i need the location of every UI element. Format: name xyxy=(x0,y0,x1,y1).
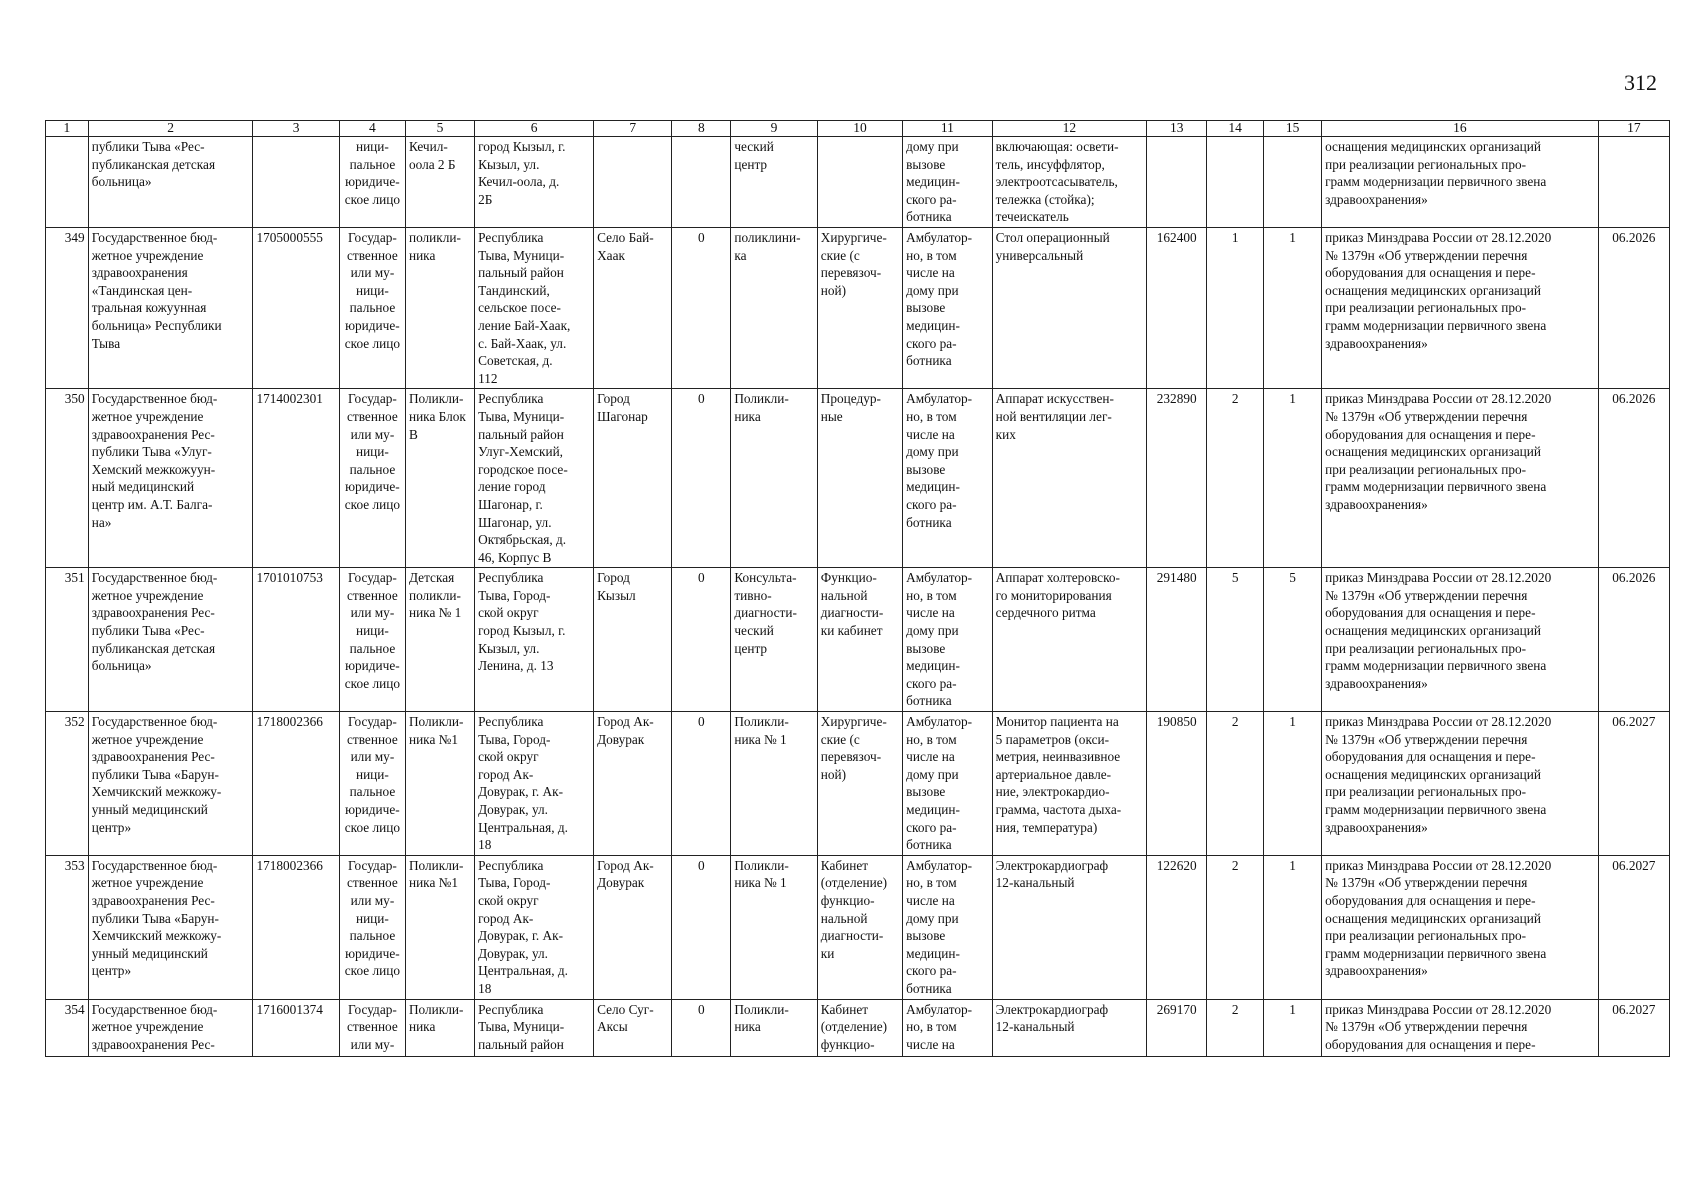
header-cell: 13 xyxy=(1147,121,1207,137)
inn: 1701010753 xyxy=(253,568,339,712)
table-row xyxy=(46,712,1670,856)
legal-basis: оснащения медицинских организаций при реализации региональных про- грамм модернизации первичного звена здравоохранения» xyxy=(1322,137,1599,228)
row-number: 354 xyxy=(46,999,89,1056)
equipment-code: 232890 xyxy=(1147,389,1207,568)
header-cell: 15 xyxy=(1264,121,1322,137)
subdivision: Детская поликли- ника № 1 xyxy=(405,568,474,712)
inn: 1718002366 xyxy=(253,712,339,856)
inn: 1714002301 xyxy=(253,389,339,568)
legal-basis: приказ Минздрава России от 28.12.2020 № 1379н «Об утверждении перечня оборудования для оснащения и пере- оснащения медицинских организаций при реализации региональных про- грамм модернизации первичного звена здравоохранения» xyxy=(1322,568,1599,712)
equipment-code: 162400 xyxy=(1147,228,1207,389)
settlement: Город Кызыл xyxy=(594,568,672,712)
organization-name: Государственное бюд- жетное учреждение здравоохранения Рес- публики Тыва «Барун- Хемчикский межкожу- унный медицинский центр» xyxy=(88,712,253,856)
col8-value: 0 xyxy=(672,568,731,712)
header-cell: 2 xyxy=(88,121,253,137)
care-conditions: Амбулатор- но, в том числе на дому при вызове медицин- ского ра- ботника xyxy=(903,568,992,712)
subdivision: Поликли- ника Блок В xyxy=(405,389,474,568)
col8-value: 0 xyxy=(672,712,731,856)
subdivision: Поликли- ника №1 xyxy=(405,712,474,856)
legal-basis: приказ Минздрава России от 28.12.2020 № 1379н «Об утверждении перечня оборудования для оснащения и пере- оснащения медицинских организаций при реализации региональных про- грамм модернизации первичного звена здравоохранения» xyxy=(1322,712,1599,856)
quantity-planned: 1 xyxy=(1264,855,1322,999)
equipment-name: Стол операционный универсальный xyxy=(992,228,1147,389)
header-cell: 7 xyxy=(594,121,672,137)
legal-form: Государ- ственное или му- xyxy=(339,999,405,1056)
quantity-required: 2 xyxy=(1207,999,1264,1056)
page-number: 312 xyxy=(1624,70,1657,95)
care-conditions: дому при вызове медицин- ского ра- ботника xyxy=(903,137,992,228)
row-number: 350 xyxy=(46,389,89,568)
address: город Кызыл, г. Кызыл, ул. Кечил-оола, д. 2Б xyxy=(475,137,594,228)
settlement: Село Бай- Хаак xyxy=(594,228,672,389)
header-cell: 10 xyxy=(817,121,902,137)
inn xyxy=(253,137,339,228)
deadline xyxy=(1598,137,1669,228)
legal-form: Государ- ственное или му- ници- пальное юридиче- ское лицо xyxy=(339,389,405,568)
organization-name: публики Тыва «Рес- публиканская детская больница» xyxy=(88,137,253,228)
equipment-code: 122620 xyxy=(1147,855,1207,999)
equipment-name: Аппарат холтеровско- го мониторирования сердечного ритма xyxy=(992,568,1147,712)
deadline: 06.2026 xyxy=(1598,389,1669,568)
address: Республика Тыва, Город- ской округ город Ак- Довурак, г. Ак- Довурак, ул. Центральная, д. 18 xyxy=(475,855,594,999)
col8-value xyxy=(672,137,731,228)
quantity-planned: 1 xyxy=(1264,712,1322,856)
care-conditions: Амбулатор- но, в том числе на xyxy=(903,999,992,1056)
equipment-name: включающая: освети- тель, инсуффлятор, электроотсасыватель, тележка (стойка); течеискатель xyxy=(992,137,1147,228)
settlement: Город Ак- Довурак xyxy=(594,855,672,999)
cabinet: Хирургиче- ские (с перевязоч- ной) xyxy=(817,712,902,856)
header-cell: 12 xyxy=(992,121,1147,137)
equipment-name: Монитор пациента на 5 параметров (окси- метрия, неинвазивное артериальное давле- ние, электрокардио- грамма, частота дыха- ния, температура) xyxy=(992,712,1147,856)
address: Республика Тыва, Город- ской округ город Кызыл, г. Кызыл, ул. Ленина, д. 13 xyxy=(475,568,594,712)
deadline: 06.2026 xyxy=(1598,568,1669,712)
quantity-planned: 1 xyxy=(1264,228,1322,389)
inn: 1718002366 xyxy=(253,855,339,999)
header-cell: 1 xyxy=(46,121,89,137)
deadline: 06.2027 xyxy=(1598,999,1669,1056)
deadline: 06.2027 xyxy=(1598,712,1669,856)
settlement xyxy=(594,137,672,228)
subdivision: Поликли- ника №1 xyxy=(405,855,474,999)
equipment-name: Аппарат искусствен- ной вентиляции лег- ких xyxy=(992,389,1147,568)
row-number: 351 xyxy=(46,568,89,712)
address: Республика Тыва, Муници- пальный район xyxy=(475,999,594,1056)
inn: 1716001374 xyxy=(253,999,339,1056)
care-conditions: Амбулатор- но, в том числе на дому при вызове медицин- ского ра- ботника xyxy=(903,712,992,856)
structural-unit: Консульта- тивно- диагности- ческий центр xyxy=(731,568,817,712)
inn: 1705000555 xyxy=(253,228,339,389)
quantity-required: 5 xyxy=(1207,568,1264,712)
equipment-name: Электрокардиограф 12-канальный xyxy=(992,999,1147,1056)
table-row xyxy=(46,568,1670,712)
cabinet: Хирургиче- ские (с перевязоч- ной) xyxy=(817,228,902,389)
settlement: Город Ак- Довурак xyxy=(594,712,672,856)
col8-value: 0 xyxy=(672,999,731,1056)
cabinet: Кабинет (отделение) функцио- нальной диагности- ки xyxy=(817,855,902,999)
legal-form: Государ- ственное или му- ници- пальное юридиче- ское лицо xyxy=(339,568,405,712)
quantity-required: 2 xyxy=(1207,712,1264,856)
equipment-code: 291480 xyxy=(1147,568,1207,712)
subdivision: Кечил- оола 2 Б xyxy=(405,137,474,228)
row-number xyxy=(46,137,89,228)
quantity-required: 2 xyxy=(1207,855,1264,999)
quantity-planned: 1 xyxy=(1264,999,1322,1056)
equipment-code xyxy=(1147,137,1207,228)
legal-basis: приказ Минздрава России от 28.12.2020 № 1379н «Об утверждении перечня оборудования для оснащения и пере- оснащения медицинских организаций при реализации региональных про- грамм модернизации первичного звена здравоохранения» xyxy=(1322,228,1599,389)
col8-value: 0 xyxy=(672,855,731,999)
quantity-required: 1 xyxy=(1207,228,1264,389)
quantity-planned: 5 xyxy=(1264,568,1322,712)
structural-unit: поликлини- ка xyxy=(731,228,817,389)
structural-unit: Поликли- ника xyxy=(731,999,817,1056)
cabinet: Кабинет (отделение) функцио- xyxy=(817,999,902,1056)
equipment-name: Электрокардиограф 12-канальный xyxy=(992,855,1147,999)
row-number: 353 xyxy=(46,855,89,999)
structural-unit: Поликли- ника xyxy=(731,389,817,568)
settlement: Село Суг- Аксы xyxy=(594,999,672,1056)
table-row xyxy=(46,137,1670,228)
equipment-register-table xyxy=(45,120,1670,1057)
structural-unit: ческий центр xyxy=(731,137,817,228)
header-cell: 3 xyxy=(253,121,339,137)
organization-name: Государственное бюд- жетное учреждение здравоохранения Рес- публики Тыва «Барун- Хемчикский межкожу- унный медицинский центр» xyxy=(88,855,253,999)
header-cell: 4 xyxy=(339,121,405,137)
legal-basis: приказ Минздрава России от 28.12.2020 № 1379н «Об утверждении перечня оборудования для оснащения и пере- оснащения медицинских организаций при реализации региональных про- грамм модернизации первичного звена здравоохранения» xyxy=(1322,389,1599,568)
legal-form: Государ- ственное или му- ници- пальное юридиче- ское лицо xyxy=(339,855,405,999)
header-cell: 17 xyxy=(1598,121,1669,137)
legal-form: Государ- ственное или му- ници- пальное юридиче- ское лицо xyxy=(339,712,405,856)
header-cell: 14 xyxy=(1207,121,1264,137)
cabinet: Процедур- ные xyxy=(817,389,902,568)
table-row xyxy=(46,855,1670,999)
header-cell: 6 xyxy=(475,121,594,137)
organization-name: Государственное бюд- жетное учреждение здравоохранения Рес- xyxy=(88,999,253,1056)
care-conditions: Амбулатор- но, в том числе на дому при вызове медицин- ского ра- ботника xyxy=(903,228,992,389)
header-cell: 16 xyxy=(1322,121,1599,137)
header-cell: 11 xyxy=(903,121,992,137)
header-cell: 8 xyxy=(672,121,731,137)
equipment-code: 269170 xyxy=(1147,999,1207,1056)
table-row xyxy=(46,228,1670,389)
deadline: 06.2026 xyxy=(1598,228,1669,389)
deadline: 06.2027 xyxy=(1598,855,1669,999)
row-number: 352 xyxy=(46,712,89,856)
organization-name: Государственное бюд- жетное учреждение здравоохранения Рес- публики Тыва «Улуг- Хемский межкожуун- ный медицинский центр им. А.Т. Балга- на» xyxy=(88,389,253,568)
address: Республика Тыва, Муници- пальный район Тандинский, сельское посе- ление Бай-Хаак, с. Бай-Хаак, ул. Советская, д. 112 xyxy=(475,228,594,389)
legal-form: Государ- ственное или му- ници- пальное юридиче- ское лицо xyxy=(339,228,405,389)
cabinet: Функцио- нальной диагности- ки кабинет xyxy=(817,568,902,712)
col8-value: 0 xyxy=(672,389,731,568)
structural-unit: Поликли- ника № 1 xyxy=(731,712,817,856)
care-conditions: Амбулатор- но, в том числе на дому при вызове медицин- ского ра- ботника xyxy=(903,389,992,568)
col8-value: 0 xyxy=(672,228,731,389)
care-conditions: Амбулатор- но, в том числе на дому при вызове медицин- ского ра- ботника xyxy=(903,855,992,999)
settlement: Город Шагонар xyxy=(594,389,672,568)
quantity-planned: 1 xyxy=(1264,389,1322,568)
table-row xyxy=(46,999,1670,1056)
address: Республика Тыва, Муници- пальный район Улуг-Хемский, городское посе- ление город Шагонар, г. Шагонар, ул. Октябрьская, д. 46, Корпус В xyxy=(475,389,594,568)
legal-basis: приказ Минздрава России от 28.12.2020 № 1379н «Об утверждении перечня оборудования для оснащения и пере- оснащения медицинских организаций при реализации региональных про- грамм модернизации первичного звена здравоохранения» xyxy=(1322,855,1599,999)
header-row xyxy=(46,121,1670,137)
address: Республика Тыва, Город- ской округ город Ак- Довурак, г. Ак- Довурак, ул. Центральная, д. 18 xyxy=(475,712,594,856)
legal-basis: приказ Минздрава России от 28.12.2020 № 1379н «Об утверждении перечня оборудования для оснащения и пере- xyxy=(1322,999,1599,1056)
quantity-planned xyxy=(1264,137,1322,228)
subdivision: поликли- ника xyxy=(405,228,474,389)
quantity-required xyxy=(1207,137,1264,228)
quantity-required: 2 xyxy=(1207,389,1264,568)
cabinet xyxy=(817,137,902,228)
organization-name: Государственное бюд- жетное учреждение здравоохранения Рес- публики Тыва «Рес- публиканская детская больница» xyxy=(88,568,253,712)
subdivision: Поликли- ника xyxy=(405,999,474,1056)
organization-name: Государственное бюд- жетное учреждение здравоохранения «Тандинская цен- тральная кожуунная больница» Республики Тыва xyxy=(88,228,253,389)
table-row xyxy=(46,389,1670,568)
header-cell: 5 xyxy=(405,121,474,137)
row-number: 349 xyxy=(46,228,89,389)
legal-form: ници- пальное юридиче- ское лицо xyxy=(339,137,405,228)
equipment-code: 190850 xyxy=(1147,712,1207,856)
structural-unit: Поликли- ника № 1 xyxy=(731,855,817,999)
header-cell: 9 xyxy=(731,121,817,137)
